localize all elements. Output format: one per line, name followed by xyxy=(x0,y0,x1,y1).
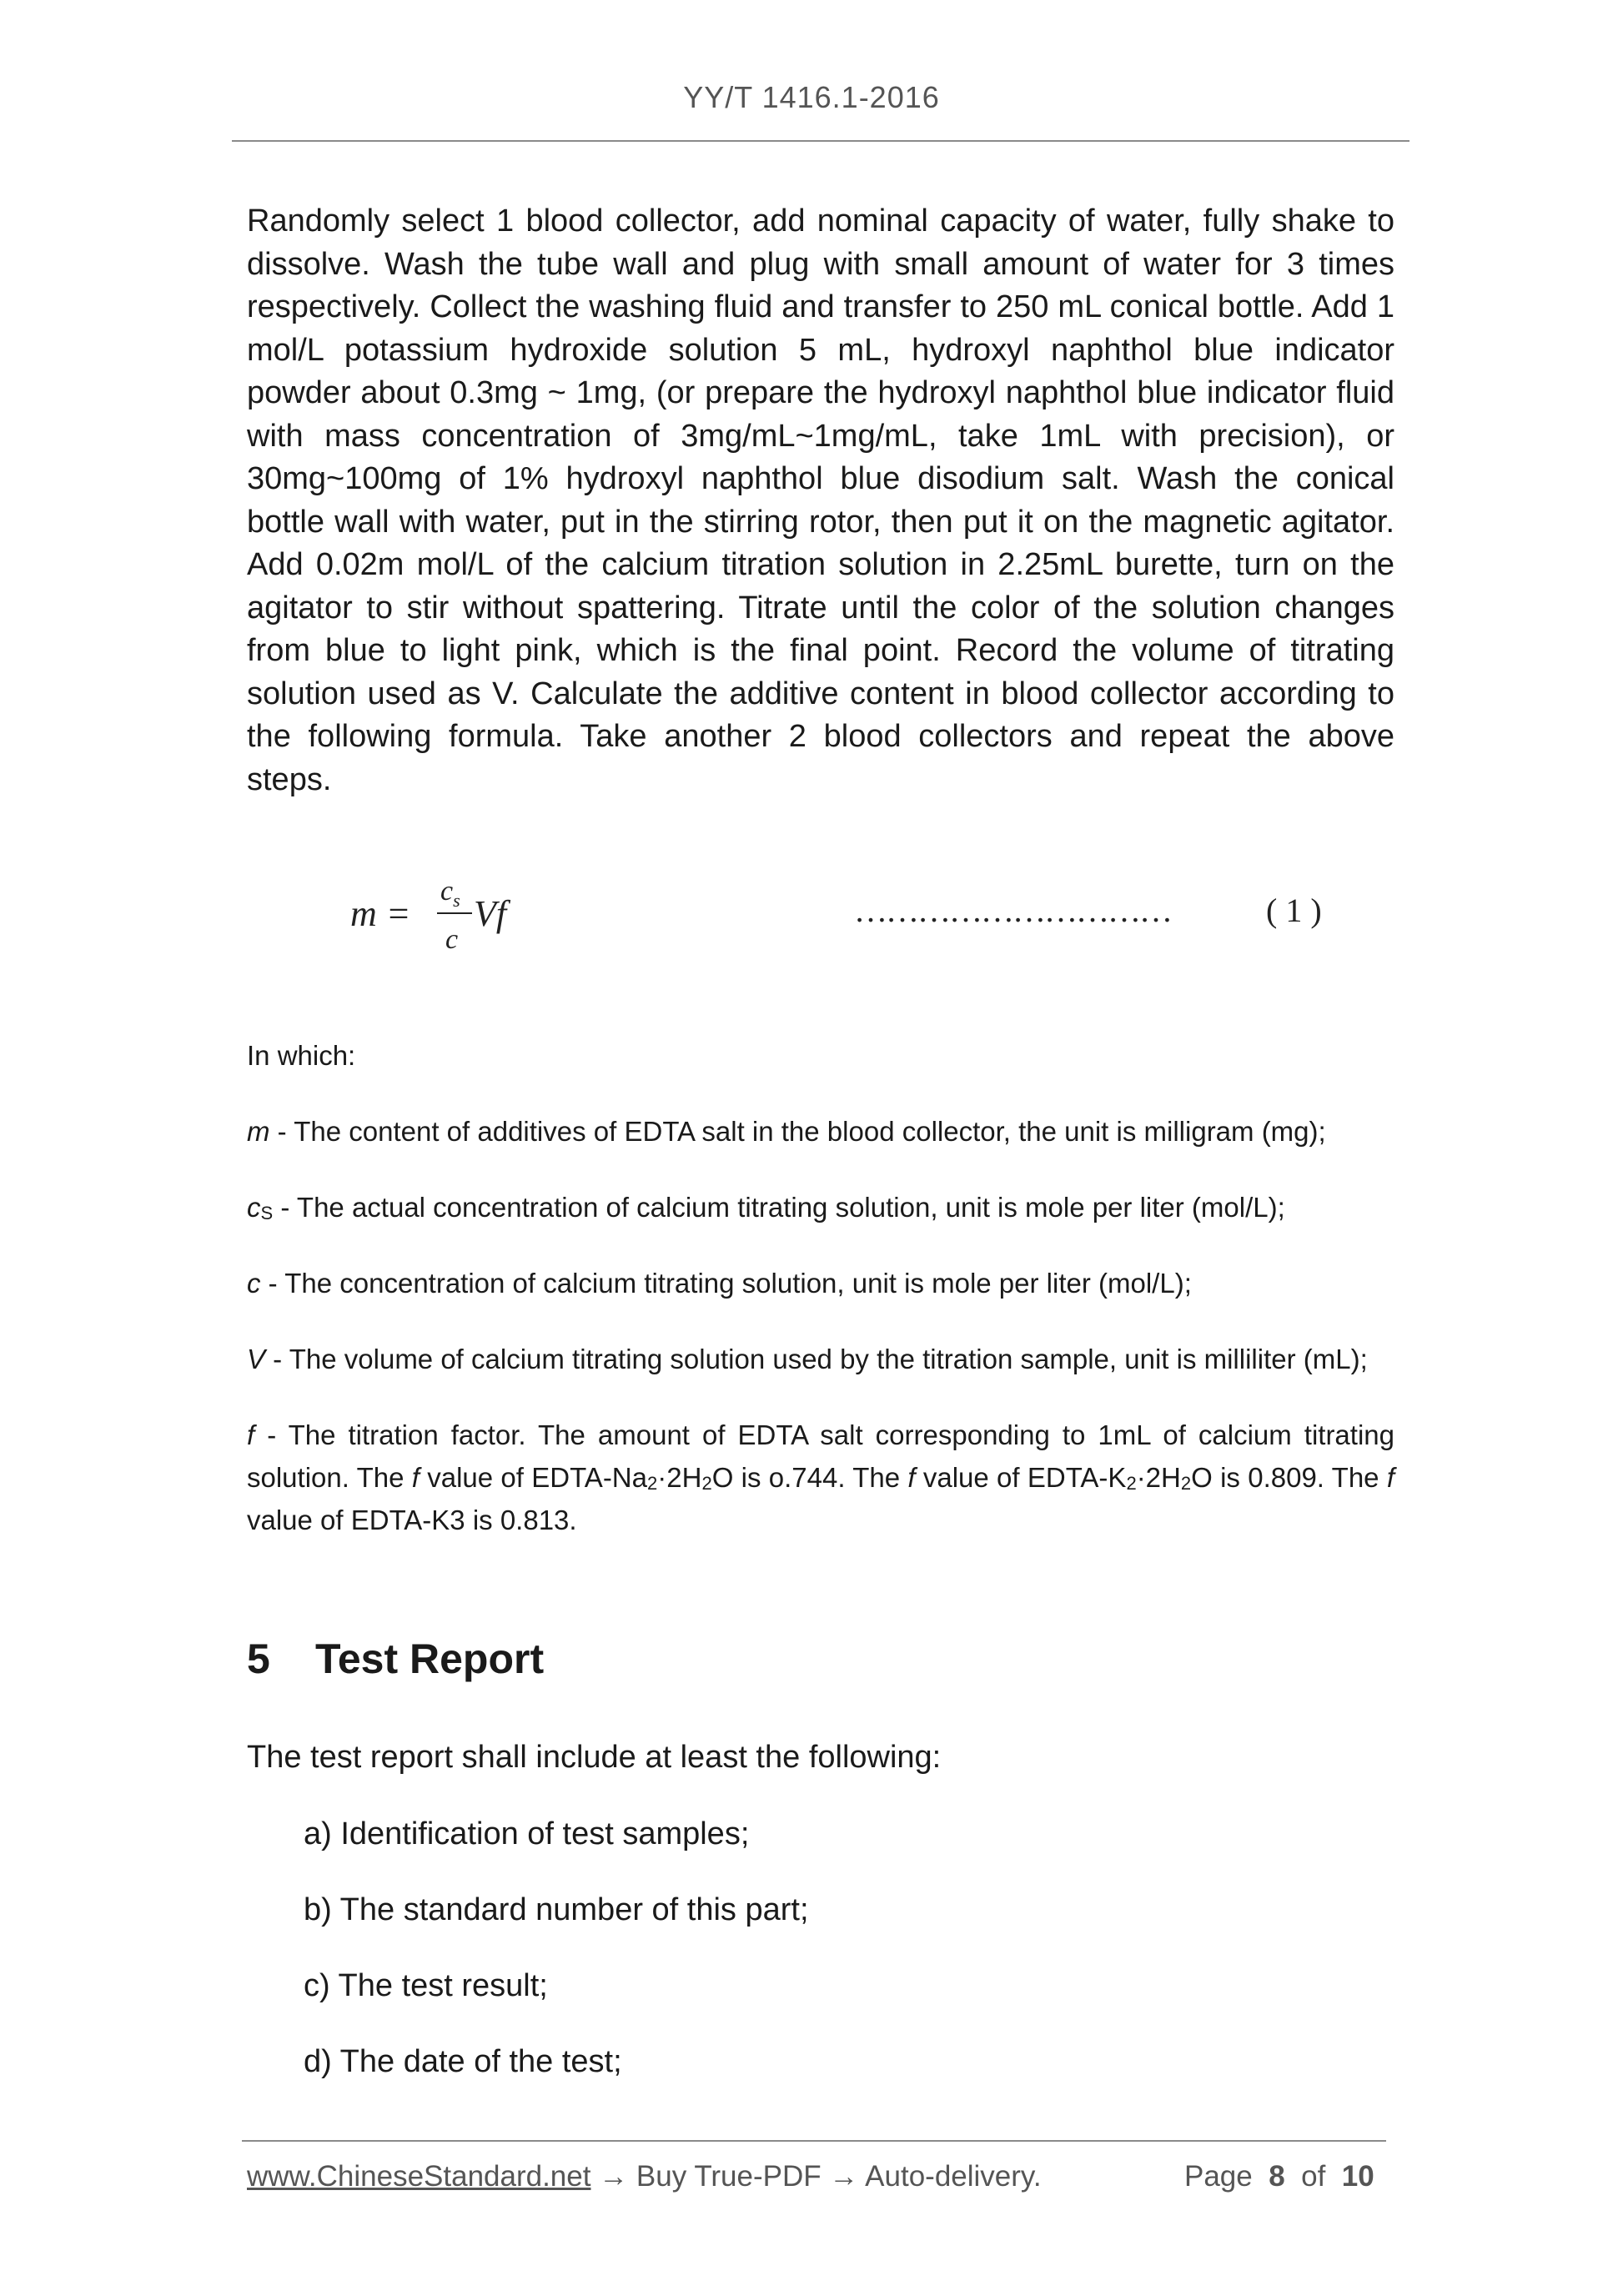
page-counter xyxy=(1184,2160,1374,2193)
section-intro: The test report shall include at least the following: xyxy=(247,1740,942,1775)
header-divider xyxy=(232,140,1409,142)
definition-cs: $c_S$ - The actual concentration of calcium titrating solution, unit is mole per liter (mol/L); xyxy=(247,1192,1285,1223)
formula-tail: Vf xyxy=(474,893,507,934)
footer-website-link[interactable]: www.ChineseStandard.net xyxy=(247,2160,591,2193)
section-title: Test Report xyxy=(315,1635,545,1682)
total-pages-number: 10 xyxy=(1341,2160,1374,2193)
footer-divider xyxy=(242,2140,1386,2142)
formula-leader-dots: ………………………… xyxy=(854,892,1171,929)
procedure-paragraph: Randomly select 1 blood collector, add nominal capacity of water, fully shake to dissolve. Wash the tube wall and plug with small amount of water for 3 times respectively. Collect the washing fluid and transfer to 250 mL conical bottle. Add 1 mol/L potassium hydroxide solution 5 mL, hydroxyl naphthol blue indicator powder about 0.3mg ~ 1mg, (or prepare the hydroxyl naphthol blue indicator fluid with mass concentration of 3mg/mL~1mg/mL, take 1mL with precision), or 30mg~100mg of 1% hydroxyl naphthol blue disodium salt. Wash the conical bottle wall with water, put in the stirring rotor, then put it on the magnetic agitator. Add 0.02m mol/L of the calcium titration solution in 2.25mL burette, turn on the agitator to stir without spattering. Titrate until the color of the solution changes from blue to light pink, which is the final point. Record the volume of titrating solution used as V. Calculate the additive content in blood collector according to the following formula. Take another 2 blood collectors and repeat the above steps. xyxy=(247,203,1394,797)
definition-c: c - The concentration of calcium titrating solution, unit is mole per liter (mol/L); xyxy=(247,1268,1192,1299)
section-heading-test-report xyxy=(247,1635,544,1683)
footer-promo-text: → Buy True-PDF → Auto-delivery. xyxy=(590,2160,1042,2193)
formula-equation-1 xyxy=(334,855,1384,963)
formula-denominator: c xyxy=(445,924,459,955)
report-list-item: a) Identification of test samples; xyxy=(304,1816,750,1851)
page-header-title: YY/T 1416.1-2016 xyxy=(683,80,940,114)
formula-number: ( 1 ) xyxy=(1266,892,1322,929)
report-list-item: d) The date of the test; xyxy=(304,2044,622,2079)
formula-lhs: m = xyxy=(350,893,411,934)
of-label: of xyxy=(1301,2160,1326,2193)
formula-numerator: $c_s$ xyxy=(440,876,460,911)
report-list-item: c) The test result; xyxy=(304,1968,548,2003)
definition-f: f - The titration factor. The amount of EDTA salt corresponding to 1mL of calcium titrating solution. The f value of EDTA-$Na_2\cdot 2H_2O$ is o.744. The f value of EDTA-$K_2\cdot 2H_2O$ is 0.809. The f value of EDTA-K3 is 0.813. xyxy=(247,1419,1394,1535)
section-number: 5 xyxy=(247,1635,270,1682)
definitions-block xyxy=(247,1034,1394,1541)
page-label: Page xyxy=(1184,2160,1253,2193)
current-page-number: 8 xyxy=(1269,2160,1285,2193)
definition-v: V - The volume of calcium titrating solution used by the titration sample, unit is milliliter (mL); xyxy=(247,1344,1368,1374)
footer-promo xyxy=(247,2160,1042,2193)
report-list-item: b) The standard number of this part; xyxy=(304,1892,809,1927)
definitions-intro: In which: xyxy=(247,1040,356,1071)
definition-m: m - The content of additives of EDTA salt in the blood collector, the unit is milligram (mg); xyxy=(247,1116,1326,1147)
